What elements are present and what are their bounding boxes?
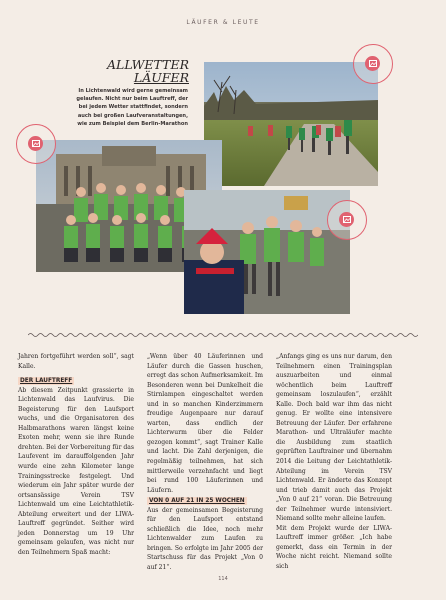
paragraph: Jahren fortgeführt werden soll“, sagt Kalle. — [18, 353, 134, 370]
photo-badge-top[interactable] — [353, 44, 393, 84]
title-line-2: LÄUFER — [133, 70, 189, 85]
section-header: LÄUFER & LEUTE — [186, 19, 260, 26]
article-title — [104, 58, 189, 84]
article-intro: In Lichtenwald wird gerne gemeinsam gelaufen. Nicht nur beim Lauftreff, der bei jedem Wetter stattfindet, sondern auch bei großen Laufveranstaltungen, wie zum Beispiel dem Berlin-Marathon — [76, 88, 188, 127]
photo-race-crowd — [184, 190, 350, 314]
subheading-lauftreff: DER LAUFTREFF — [20, 378, 73, 385]
page-number: 114 — [218, 576, 228, 582]
paragraph: „Wenn über 40 Läuferinnen und Läufer durch die Gassen huschen, erregt das schon Aufmerksamkeit. Im Besonderen wenn bei Dunkelheit die Stirnlampen eingeschaltet werden und in so manchen Kinderzimmern freudige Augenpaare nur darauf warten, dass endlich der Lichterwurm über die Felder gezogen kommt“, sagt Trainer Kalle und lacht. Die Zahl derjenigen, die regelmäßig teilnehmen, hat sich mittlerweile verzehnfacht und liegt bei rund 100 Läuferinnen und Läufern. — [147, 353, 263, 494]
wavy-divider — [28, 332, 418, 338]
photo-forest-run — [204, 62, 378, 186]
image-icon — [365, 56, 380, 71]
text-column-3 — [276, 352, 392, 572]
image-icon — [28, 136, 43, 151]
paragraph: Ab diesem Zeitpunkt grassierte in Lichtenwald das Laufvirus. Die Begeisterung für den Laufsport wuchs, und die Organisatoren des Halbmarathons waren längst keine Exoten mehr, wenn sie ihre Runde drehten. Bei der Vorbereitung für das Laufevent im darauffolgenden Jahr wurde eine zehn Kilometer lange Trainingsstrecke festgelegt. Und wiederum ein Jahr später wurde der ortsansässige Verein TSV Lichtenwald um eine Leichtathletik-Abteilung erweitert und der LIWA-Lauftreff gegründet. Seither wird jeden Donnerstag um 19 Uhr gemeinsam gelaufen, was nicht nur den Teilnehmern Spaß macht: — [18, 386, 134, 556]
subheading-0-auf-21: VON 0 AUF 21 IN 25 WOCHEN — [149, 498, 245, 505]
text-column-2 — [147, 352, 263, 573]
paragraph: Aus der gemeinsamen Begeisterung für den Laufsport entstand schließlich die Idee, noch mehr Lichtenwalder zum Laufen zu bringen. So erfolgte im Jahr 2005 der Startschuss für das Projekt „Von 0 auf 21“. — [147, 506, 263, 572]
photo-badge-left[interactable] — [16, 124, 56, 164]
photo-badge-right[interactable] — [327, 200, 367, 240]
image-icon — [339, 212, 354, 227]
text-column-1 — [18, 352, 134, 557]
paragraph: „Anfangs ging es uns nur darum, den Teilnehmern einen Trainingsplan auszuarbeiten und einmal wöchentlich beim Lauftreff gemeinsam loszulaufen“, erzählt Kalle. Doch bald war ihm das nicht genug. Er wollte eine intensivere Betreuung der Läufer. Der erfahrene Marathon- und Ultraläufer machte die Ausbildung zum staatlich geprüften Lauftrainer und übernahm 2014 die Leitung der Leichtathletik-Abteilung im Verein TSV Lichtenwald. Er änderte das Konzept und trieb damit auch das Projekt „Von 0 auf 21“ voran. Die Betreuung der Teilnehmer wurde intensiviert. Niemand sollte mehr alleine laufen. — [276, 353, 392, 523]
paragraph: Mit dem Projekt wurde der LIWA-Lauftreff immer größer. „Ich habe gemerkt, dass ein Termin in der Woche nicht reicht. Niemand sollte sich — [276, 524, 392, 571]
title-line-1: ALLWETTER — [107, 57, 189, 72]
